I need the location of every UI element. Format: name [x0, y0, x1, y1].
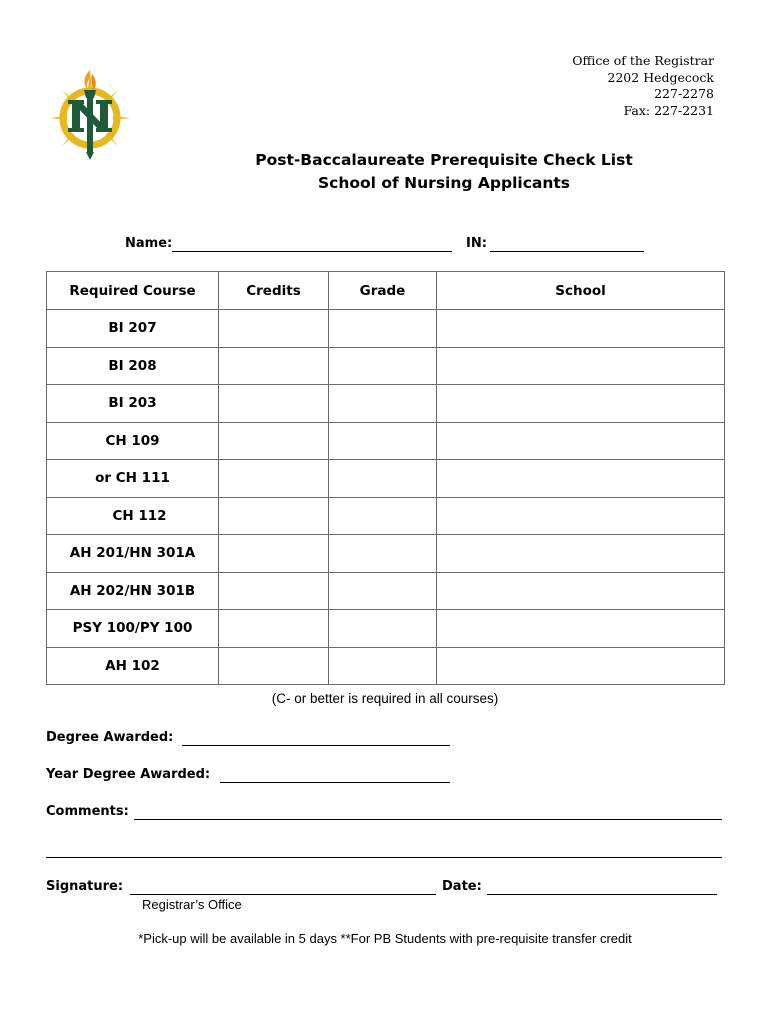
credits-cell[interactable] — [219, 422, 329, 460]
year-degree-label: Year Degree Awarded: — [46, 767, 211, 782]
footnote — [0, 931, 770, 946]
school-cell[interactable] — [437, 535, 725, 573]
degree-awarded-label: Degree Awarded: — [46, 730, 174, 745]
grade-cell[interactable] — [329, 535, 437, 573]
header-grade: Grade — [329, 272, 437, 310]
in-label: IN: — [466, 236, 487, 251]
title-line-2: School of Nursing Applicants — [317, 174, 571, 192]
school-cell[interactable] — [437, 347, 725, 385]
comments-field-line-2[interactable] — [46, 842, 722, 858]
office-phone: 227-2278 — [654, 86, 714, 101]
school-cell[interactable] — [437, 497, 725, 535]
course-cell: CH 109 — [47, 422, 219, 460]
table-header-row — [47, 272, 725, 310]
credits-cell[interactable] — [219, 347, 329, 385]
grade-cell[interactable] — [329, 422, 437, 460]
header-required-course: Required Course — [47, 272, 219, 310]
table-row — [47, 647, 725, 685]
course-cell: PSY 100/PY 100 — [47, 610, 219, 648]
grade-cell[interactable] — [329, 347, 437, 385]
course-cell: AH 202/HN 301B — [47, 572, 219, 610]
course-cell: AH 102 — [47, 647, 219, 685]
course-cell: BI 207 — [47, 310, 219, 348]
course-cell: CH 112 — [47, 497, 219, 535]
credits-cell[interactable] — [219, 385, 329, 423]
school-cell[interactable] — [437, 460, 725, 498]
table-row — [47, 535, 725, 573]
signature-field[interactable] — [130, 879, 436, 895]
comments-field[interactable] — [134, 804, 722, 820]
footnote-text: *Pick-up will be available in 5 days **For PB Students with pre-requisite transfer credit — [138, 931, 632, 946]
school-cell[interactable] — [437, 647, 725, 685]
table-row — [47, 572, 725, 610]
grade-requirement-note — [0, 691, 770, 706]
grade-cell[interactable] — [329, 460, 437, 498]
school-cell[interactable] — [437, 310, 725, 348]
grade-cell[interactable] — [329, 647, 437, 685]
date-field[interactable] — [487, 879, 717, 895]
table-row — [47, 497, 725, 535]
credits-cell[interactable] — [219, 610, 329, 648]
table-row — [47, 385, 725, 423]
credits-cell[interactable] — [219, 647, 329, 685]
office-fax: Fax: 227-2231 — [623, 102, 714, 118]
office-info — [572, 53, 714, 119]
registrar-office-caption: Registrar’s Office — [142, 897, 242, 912]
signature-label: Signature: — [46, 879, 124, 894]
comments-label: Comments: — [46, 804, 129, 819]
table-row — [47, 422, 725, 460]
header-credits: Credits — [219, 272, 329, 310]
note-text: (C- or better is required in all courses) — [271, 691, 499, 706]
grade-cell[interactable] — [329, 610, 437, 648]
grade-cell[interactable] — [329, 572, 437, 610]
grade-cell[interactable] — [329, 497, 437, 535]
office-name: Office of the Registrar — [572, 53, 714, 68]
school-cell[interactable] — [437, 572, 725, 610]
prerequisite-table — [46, 271, 725, 685]
credits-cell[interactable] — [219, 572, 329, 610]
school-cell[interactable] — [437, 385, 725, 423]
name-field[interactable] — [172, 236, 452, 252]
in-field[interactable] — [490, 236, 644, 252]
credits-cell[interactable] — [219, 460, 329, 498]
school-cell[interactable] — [437, 422, 725, 460]
header-school: School — [437, 272, 725, 310]
course-cell: or CH 111 — [47, 460, 219, 498]
course-cell: BI 208 — [47, 347, 219, 385]
date-label: Date: — [442, 879, 482, 894]
credits-cell[interactable] — [219, 497, 329, 535]
course-cell: AH 201/HN 301A — [47, 535, 219, 573]
grade-cell[interactable] — [329, 385, 437, 423]
table-row — [47, 347, 725, 385]
page-title — [0, 149, 770, 195]
school-cell[interactable] — [437, 610, 725, 648]
table-row — [47, 310, 725, 348]
degree-awarded-field[interactable] — [182, 730, 450, 746]
course-cell: BI 203 — [47, 385, 219, 423]
table-row — [47, 460, 725, 498]
year-degree-field[interactable] — [220, 767, 450, 783]
table-row — [47, 610, 725, 648]
title-line-1: Post-Baccalaureate Prerequisite Check List — [255, 151, 633, 169]
name-label: Name: — [125, 236, 173, 251]
grade-cell[interactable] — [329, 310, 437, 348]
office-room: 2202 Hedgecock — [607, 69, 714, 85]
credits-cell[interactable] — [219, 310, 329, 348]
credits-cell[interactable] — [219, 535, 329, 573]
